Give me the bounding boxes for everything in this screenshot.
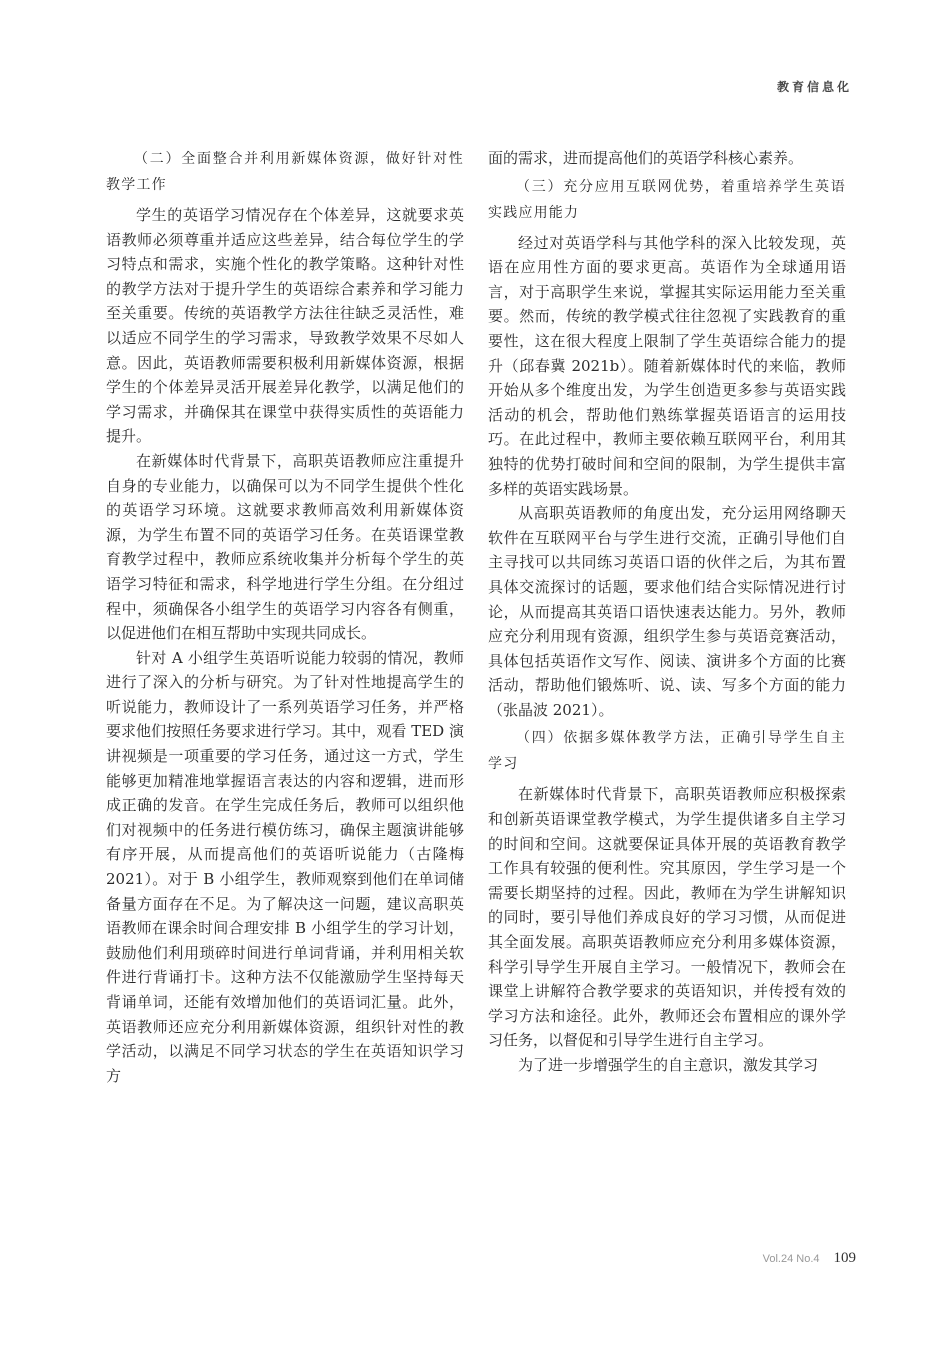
section-heading-4: （四）依据多媒体教学方法，正确引导学生自主学习 bbox=[488, 730, 846, 773]
paragraph: 为了进一步增强学生的自主意识，激发其学习 bbox=[518, 1056, 819, 1074]
paragraph-continuation: 面的需求，进而提高他们的英语学科核心素养。 bbox=[488, 149, 804, 167]
paragraph: 在新媒体时代背景下，高职英语教师应积极探索和创新英语课堂教学模式，为学生提供诸多自主学习的时间和空间。这就要保证具体开展的英语教育教学工作具有较强的便利性。究其原因，学生学习是一个需要长期坚持的过程。因此，教师在为学生讲解知识的同时，要引导他们养成良好的学习习惯，从而促进其全面发展。高职英语教师应充分利用多媒体资源，科学引导学生开展自主学习。一般情况下，教师会在课堂上讲解符合教学要求的英语知识，并传授有效的学习方法和途径。此外，教师还会布置相应的课外学习任务，以督促和引导学生进行自主学习。 bbox=[488, 785, 846, 1050]
paragraph: 经过对英语学科与其他学科的深入比较发现，英语在应用性方面的要求更高。英语作为全球通用语言，对于高职学生来说，掌握其实际运用能力至关重要。然而，传统的教学模式往往忽视了实践教育的重要性，这在很大程度上限制了学生英语综合能力的提升（邱春冀 2021b）。随着新媒体时代的来临，教师开始从多个维度出发，为学生创造更多参与英语实践活动的机会，帮助他们熟练掌握英语语言的运用技巧。在此过程中，教师主要依赖互联网平台，利用其独特的优势打破时间和空间的限制，为学生提供丰富多样的英语实践场景。 bbox=[488, 233, 846, 498]
section-heading-3: （三）充分应用互联网优势，着重培养学生英语实践应用能力 bbox=[488, 178, 846, 221]
paragraph: 学生的英语学习情况存在个体差异，这就要求英语教师必须尊重并适应这些差异，结合每位学生的学习特点和需求，实施个性化的教学策略。这种针对性的教学方法对于提升学生的英语综合素养和学习能力至关重要。传统的英语教学方法往往缺乏灵活性，难以适应不同学生的学习需求，导致教学效果不尽如人意。因此，英语教师需要积极利用新媒体资源，根据学生的个体差异灵活开展差异化教学，以满足他们的学习需求，并确保其在课堂中获得实质性的英语能力提升。 bbox=[106, 206, 464, 446]
section-heading-2: （二）全面整合并利用新媒体资源，做好针对性教学工作 bbox=[106, 151, 464, 193]
paragraph: 针对 A 小组学生英语听说能力较弱的情况，教师进行了深入的分析与研究。为了针对性地提高学生的听说能力，教师设计了一系列英语学习任务，并严格要求他们按照任务要求进行学习。其中，观看 TED 演讲视频是一项重要的学习任务，通过这一方式，学生能够更加精准地掌握语言表达的内容和逻辑，进而形成正确的发音。在学生完成任务后，教师可以组织他们对视频中的任务进行模仿练习，确保主题演讲能够有序开展，从而提高他们的英语听说能力（古隆梅 2021）。对于 B 小组学生，教师观察到他们在单词储备量方面存在不足。为了解决这一问题，建议高职英语教师在课余时间合理安排 B 小组学生的学习计划，鼓励他们利用琐碎时间进行单词背诵，并利用相关软件进行背诵打卡。这种方法不仅能激励学生坚持每天背诵单词，还能有效增加他们的英语词汇量。此外，英语教师还应充分利用新媒体资源，组织针对性的教学活动，以满足不同学习状态的学生在英语知识学习方 bbox=[106, 648, 464, 1085]
running-head: 教育信息化 bbox=[776, 80, 852, 94]
right-column bbox=[488, 146, 846, 1078]
left-column bbox=[106, 146, 464, 1088]
page-footer bbox=[763, 1250, 856, 1267]
page-number: 109 bbox=[833, 1250, 856, 1266]
paragraph: 在新媒体时代背景下，高职英语教师应注重提升自身的专业能力，以确保可以为不同学生提供个性化的英语学习环境。这就要求教师高效利用新媒体资源，为学生布置不同的英语学习任务。在英语课堂教育教学过程中，教师应系统收集并分析每个学生的英语学习特征和需求，科学地进行学生分组。在分组过程中，须确保各小组学生的英语学习内容各有侧重，以促进他们在相互帮助中实现共同成长。 bbox=[106, 451, 464, 643]
volume-label: Vol.24 No.4 bbox=[762, 1253, 820, 1265]
paragraph: 从高职英语教师的角度出发，充分运用网络聊天软件在互联网平台与学生进行交流，正确引导他们自主寻找可以共同练习英语口语的伙伴之后，为其布置具体交流探讨的话题，要求他们结合实际情况进行讨论，从而提高其英语口语快速表达能力。另外，教师应充分利用现有资源，组织学生参与英语竞赛活动，具体包括英语作文写作、阅读、演讲多个方面的比赛活动，帮助他们锻炼听、说、读、写多个方面的能力（张晶波 2021）。 bbox=[488, 504, 846, 719]
